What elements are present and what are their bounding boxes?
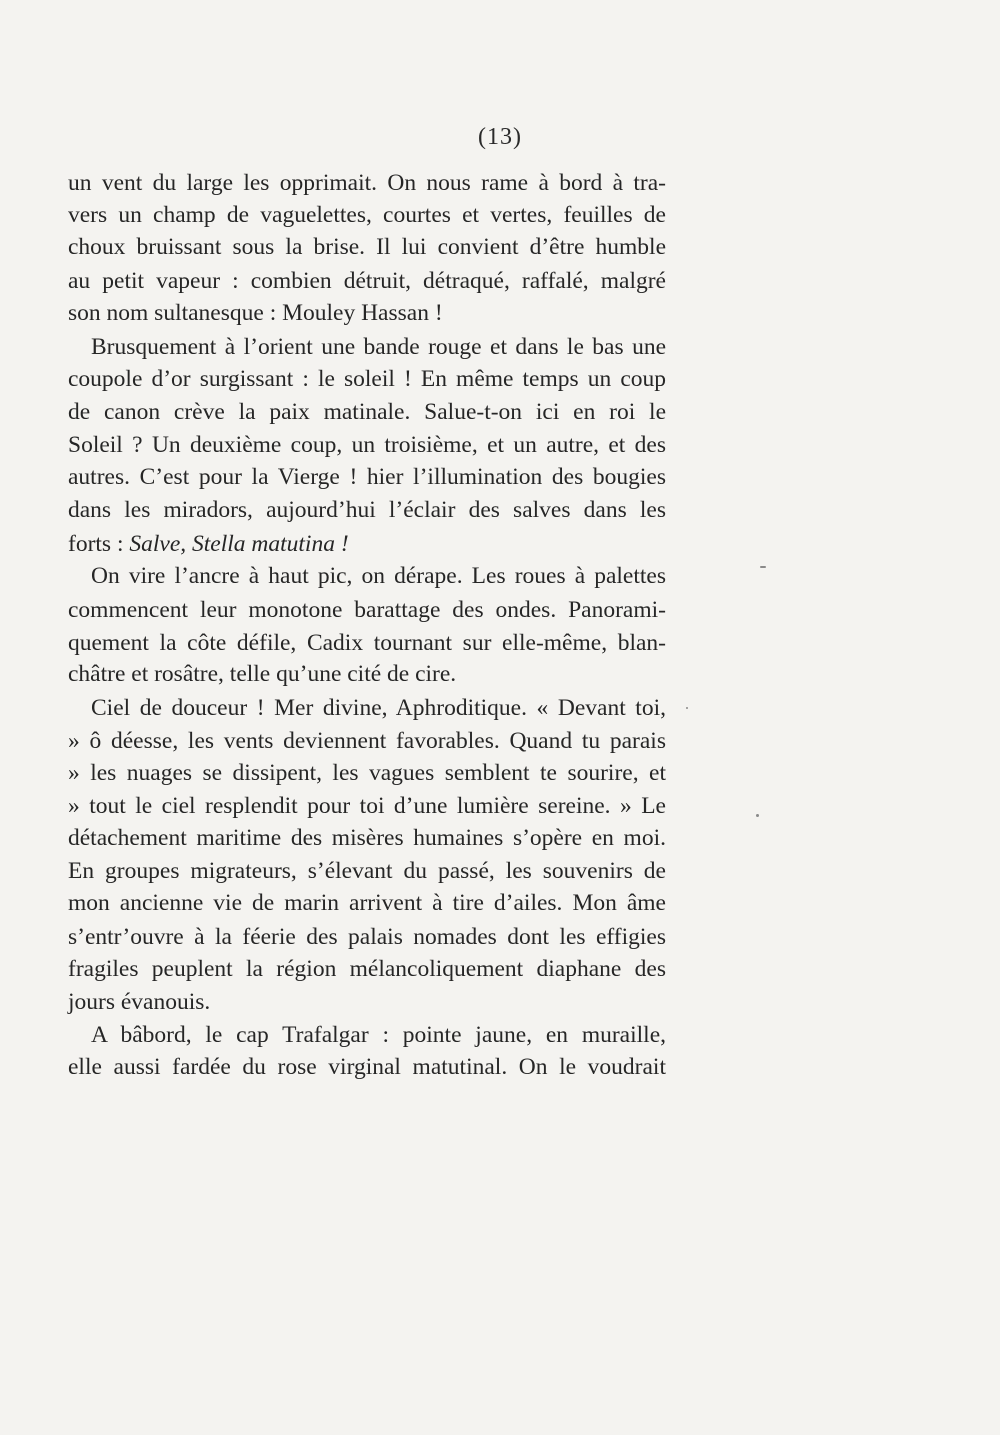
paper-speck [686, 707, 688, 709]
paragraph-first-line: A bâbord, le cap Trafalgar : pointe jaune, en muraille, [91, 1022, 666, 1048]
paragraph-first-line: On vire l’ancre à haut pic, on dérape. Les roues à palettes [91, 563, 666, 589]
text-line: vers un champ de vaguelettes, courtes et vertes, feuilles de [68, 202, 666, 228]
paper-speck [756, 814, 759, 817]
text-line: son nom sultanesque : Mouley Hassan ! [68, 300, 443, 326]
text-line: commencent leur monotone barattage des ondes. Panorami- [68, 597, 666, 623]
text-line-forts [68, 527, 666, 561]
text-line: elle aussi fardée du rose virginal matutinal. On le voudrait [68, 1054, 666, 1080]
text-line: dans les miradors, aujourd’hui l’éclair des salves dans les [68, 497, 666, 523]
text-line: de canon crève la paix matinale. Salue-t-on ici en roi le [68, 399, 666, 425]
text-line: » ô déesse, les vents deviennent favorables. Quand tu parais [68, 728, 666, 754]
text-line: mon ancienne vie de marin arrivent à tire d’ailes. Mon âme [68, 890, 666, 916]
text-line: s’entr’ouvre à la féerie des palais nomades dont les effigies [68, 924, 666, 950]
text-line: châtre et rosâtre, telle qu’une cité de cire. [68, 661, 457, 687]
text-line: jours évanouis. [68, 989, 211, 1015]
paragraph-first-line: Brusquement à l’orient une bande rouge et dans le bas une [91, 334, 666, 360]
page-number: (13) [478, 124, 522, 150]
text-line: fragiles peuplent la région mélancoliquement diaphane des [68, 956, 666, 982]
text-line: au petit vapeur : combien détruit, détraqué, raffalé, malgré [68, 268, 666, 294]
paragraph-first-line: Ciel de douceur ! Mer divine, Aphroditique. « Devant toi, [91, 695, 666, 721]
text-line: Soleil ? Un deuxième coup, un troisième, et un autre, et des [68, 432, 666, 458]
text-line: un vent du large les opprimait. On nous rame à bord à tra- [68, 170, 666, 196]
latin-salutation: Salve, Stella matutina ! [129, 531, 349, 557]
text-line: En groupes migrateurs, s’élevant du passé, les souvenirs de [68, 858, 666, 884]
paper-speck [760, 566, 766, 568]
text-line: » les nuages se dissipent, les vagues semblent te sourire, et [68, 760, 666, 786]
text-line: » tout le ciel resplendit pour toi d’une lumière sereine. » Le [68, 793, 666, 819]
text-line: quement la côte défile, Cadix tournant sur elle-même, blan- [68, 630, 666, 656]
text-line: choux bruissant sous la brise. Il lui convient d’être humble [68, 234, 666, 260]
text-line: coupole d’or surgissant : le soleil ! En même temps un coup [68, 366, 666, 392]
text-line: détachement maritime des misères humaines s’opère en moi. [68, 825, 666, 851]
text-line: autres. C’est pour la Vierge ! hier l’illumination des bougies [68, 464, 666, 490]
forts-prefix: forts : [68, 531, 130, 557]
